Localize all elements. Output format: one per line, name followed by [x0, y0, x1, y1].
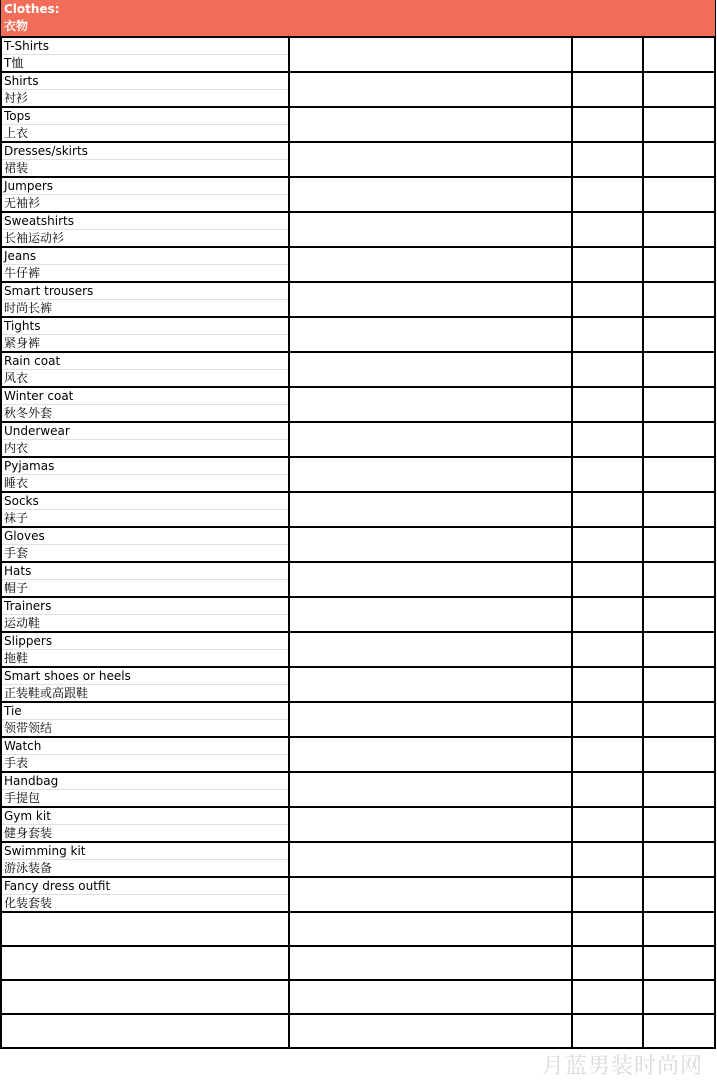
- check-cell[interactable]: [643, 807, 715, 842]
- check-cell[interactable]: [643, 702, 715, 737]
- checklist-table: [0, 36, 716, 1049]
- table-row: [1, 562, 715, 597]
- notes-cell[interactable]: [289, 632, 573, 667]
- quantity-cell[interactable]: [572, 772, 642, 807]
- quantity-cell[interactable]: [572, 422, 642, 457]
- notes-cell[interactable]: [289, 980, 573, 1014]
- item-label-zh: 风衣: [4, 371, 29, 385]
- item-label-en: Tops: [2, 108, 288, 125]
- item-label-cell: [1, 422, 289, 457]
- item-label-zh: 领带领结: [4, 721, 53, 735]
- check-cell[interactable]: [643, 527, 715, 562]
- item-label-cell: [1, 317, 289, 352]
- item-label-en: Jeans: [2, 248, 288, 265]
- quantity-cell[interactable]: [572, 177, 642, 212]
- notes-cell[interactable]: [289, 457, 573, 492]
- table-row: [1, 282, 715, 317]
- item-label-zh: 帽子: [4, 581, 29, 595]
- quantity-cell[interactable]: [572, 352, 642, 387]
- check-cell[interactable]: [643, 352, 715, 387]
- quantity-cell[interactable]: [572, 387, 642, 422]
- check-cell[interactable]: [643, 912, 715, 946]
- quantity-cell[interactable]: [572, 632, 642, 667]
- item-label-cell[interactable]: [1, 912, 289, 946]
- item-label-zh: 手提包: [4, 791, 41, 805]
- item-label-en: Sweatshirts: [2, 213, 288, 230]
- item-label-zh: 袜子: [4, 511, 29, 525]
- quantity-cell[interactable]: [572, 912, 642, 946]
- item-label-en: Trainers: [2, 598, 288, 615]
- item-label-en: Pyjamas: [2, 458, 288, 475]
- item-label-zh: 游泳装备: [4, 861, 53, 875]
- notes-cell[interactable]: [289, 946, 573, 980]
- table-row: [1, 632, 715, 667]
- check-cell[interactable]: [643, 597, 715, 632]
- watermark: 月蓝男装时尚网: [541, 1054, 703, 1079]
- item-label-cell[interactable]: [1, 946, 289, 980]
- quantity-cell[interactable]: [572, 37, 642, 72]
- quantity-cell[interactable]: [572, 72, 642, 107]
- notes-cell[interactable]: [289, 737, 573, 772]
- notes-cell[interactable]: [289, 492, 573, 527]
- item-label-cell: [1, 527, 289, 562]
- quantity-cell[interactable]: [572, 107, 642, 142]
- header-title-zh: 衣物: [4, 19, 29, 33]
- table-row: [1, 142, 715, 177]
- header-title-en: Clothes:: [4, 2, 60, 16]
- notes-cell[interactable]: [289, 37, 573, 72]
- item-label-en: Rain coat: [2, 353, 288, 370]
- section-header: [0, 0, 716, 36]
- table-row: [1, 72, 715, 107]
- table-row: [1, 212, 715, 247]
- item-label-cell: [1, 37, 289, 72]
- notes-cell[interactable]: [289, 667, 573, 702]
- table-row: [1, 177, 715, 212]
- table-row: [1, 527, 715, 562]
- notes-cell[interactable]: [289, 247, 573, 282]
- check-cell[interactable]: [643, 667, 715, 702]
- quantity-cell[interactable]: [572, 212, 642, 247]
- check-cell[interactable]: [643, 772, 715, 807]
- item-label-en: Slippers: [2, 633, 288, 650]
- notes-cell[interactable]: [289, 772, 573, 807]
- item-label-zh: 上衣: [4, 126, 29, 140]
- check-cell[interactable]: [643, 842, 715, 877]
- table-row: [1, 317, 715, 352]
- item-label-en: T-Shirts: [2, 38, 288, 55]
- table-row: [1, 387, 715, 422]
- item-label-en: Gym kit: [2, 808, 288, 825]
- quantity-cell[interactable]: [572, 842, 642, 877]
- item-label-cell: [1, 702, 289, 737]
- item-label-en: Watch: [2, 738, 288, 755]
- table-row: [1, 807, 715, 842]
- check-cell[interactable]: [643, 247, 715, 282]
- quantity-cell[interactable]: [572, 1014, 642, 1048]
- notes-cell[interactable]: [289, 702, 573, 737]
- table-row: [1, 107, 715, 142]
- item-label-cell: [1, 72, 289, 107]
- quantity-cell[interactable]: [572, 980, 642, 1014]
- item-label-en: Dresses/skirts: [2, 143, 288, 160]
- check-cell[interactable]: [643, 177, 715, 212]
- quantity-cell[interactable]: [572, 597, 642, 632]
- item-label-cell: [1, 772, 289, 807]
- notes-cell[interactable]: [289, 282, 573, 317]
- item-label-zh: 化装套装: [4, 896, 53, 910]
- check-cell[interactable]: [643, 387, 715, 422]
- item-label-cell: [1, 142, 289, 177]
- item-label-cell: [1, 387, 289, 422]
- check-cell[interactable]: [643, 492, 715, 527]
- item-label-zh: T恤: [4, 56, 24, 70]
- item-label-cell: [1, 492, 289, 527]
- notes-cell[interactable]: [289, 877, 573, 912]
- item-label-zh: 手表: [4, 756, 29, 770]
- table-row: [1, 37, 715, 72]
- item-label-zh: 拖鞋: [4, 651, 29, 665]
- notes-cell[interactable]: [289, 527, 573, 562]
- item-label-en: Smart shoes or heels: [2, 668, 288, 685]
- quantity-cell[interactable]: [572, 702, 642, 737]
- item-label-zh: 紧身裤: [4, 336, 41, 350]
- check-cell[interactable]: [643, 1014, 715, 1048]
- check-cell[interactable]: [643, 562, 715, 597]
- quantity-cell[interactable]: [572, 807, 642, 842]
- check-cell[interactable]: [643, 282, 715, 317]
- quantity-cell[interactable]: [572, 562, 642, 597]
- notes-cell[interactable]: [289, 107, 573, 142]
- item-label-cell: [1, 737, 289, 772]
- item-label-en: Underwear: [2, 423, 288, 440]
- quantity-cell[interactable]: [572, 737, 642, 772]
- table-row-empty: [1, 1014, 715, 1048]
- item-label-cell: [1, 667, 289, 702]
- table-row: [1, 772, 715, 807]
- notes-cell[interactable]: [289, 422, 573, 457]
- item-label-en: Socks: [2, 493, 288, 510]
- notes-cell[interactable]: [289, 72, 573, 107]
- quantity-cell[interactable]: [572, 142, 642, 177]
- item-label-zh: 手套: [4, 546, 29, 560]
- item-label-en: Tie: [2, 703, 288, 720]
- check-cell[interactable]: [643, 457, 715, 492]
- notes-cell[interactable]: [289, 912, 573, 946]
- item-label-en: Hats: [2, 563, 288, 580]
- notes-cell[interactable]: [289, 387, 573, 422]
- quantity-cell[interactable]: [572, 667, 642, 702]
- item-label-zh: 牛仔裤: [4, 266, 41, 280]
- check-cell[interactable]: [643, 142, 715, 177]
- item-label-en: Swimming kit: [2, 843, 288, 860]
- item-label-cell[interactable]: [1, 980, 289, 1014]
- item-label-zh: 长袖运动衫: [4, 231, 65, 245]
- item-label-cell: [1, 282, 289, 317]
- item-label-en: Tights: [2, 318, 288, 335]
- item-label-en: Jumpers: [2, 178, 288, 195]
- item-label-cell: [1, 177, 289, 212]
- item-label-zh: 无袖衫: [4, 196, 41, 210]
- item-label-zh: 健身套装: [4, 826, 53, 840]
- item-label-zh: 秋冬外套: [4, 406, 53, 420]
- item-label-cell: [1, 842, 289, 877]
- item-label-en: Handbag: [2, 773, 288, 790]
- item-label-cell: [1, 597, 289, 632]
- item-label-cell: [1, 807, 289, 842]
- item-label-cell: [1, 212, 289, 247]
- table-row: [1, 457, 715, 492]
- quantity-cell[interactable]: [572, 527, 642, 562]
- quantity-cell[interactable]: [572, 282, 642, 317]
- quantity-cell[interactable]: [572, 492, 642, 527]
- quantity-cell[interactable]: [572, 457, 642, 492]
- item-label-en: Fancy dress outfit: [2, 878, 288, 895]
- quantity-cell[interactable]: [572, 247, 642, 282]
- item-label-zh: 内衣: [4, 441, 29, 455]
- item-label-zh: 衬衫: [4, 91, 29, 105]
- notes-cell[interactable]: [289, 807, 573, 842]
- item-label-en: Smart trousers: [2, 283, 288, 300]
- quantity-cell[interactable]: [572, 877, 642, 912]
- item-label-en: Gloves: [2, 528, 288, 545]
- table-row: [1, 492, 715, 527]
- table-row: [1, 422, 715, 457]
- check-cell[interactable]: [643, 72, 715, 107]
- item-label-cell[interactable]: [1, 1014, 289, 1048]
- item-label-zh: 时尚长裤: [4, 301, 53, 315]
- table-row: [1, 702, 715, 737]
- table-row: [1, 247, 715, 282]
- item-label-cell: [1, 877, 289, 912]
- table-row: [1, 667, 715, 702]
- quantity-cell[interactable]: [572, 946, 642, 980]
- item-label-cell: [1, 107, 289, 142]
- item-label-en: Winter coat: [2, 388, 288, 405]
- item-label-cell: [1, 247, 289, 282]
- check-cell[interactable]: [643, 107, 715, 142]
- item-label-zh: 运动鞋: [4, 616, 41, 630]
- check-cell[interactable]: [643, 37, 715, 72]
- item-label-en: Shirts: [2, 73, 288, 90]
- item-label-cell: [1, 562, 289, 597]
- check-cell[interactable]: [643, 632, 715, 667]
- notes-cell[interactable]: [289, 177, 573, 212]
- item-label-cell: [1, 352, 289, 387]
- table-row: [1, 597, 715, 632]
- table-row: [1, 877, 715, 912]
- table-row: [1, 352, 715, 387]
- item-label-zh: 裙装: [4, 161, 29, 175]
- check-cell[interactable]: [643, 212, 715, 247]
- table-row-empty: [1, 980, 715, 1014]
- notes-cell[interactable]: [289, 842, 573, 877]
- item-label-cell: [1, 457, 289, 492]
- item-label-zh: 睡衣: [4, 476, 29, 490]
- notes-cell[interactable]: [289, 1014, 573, 1048]
- notes-cell[interactable]: [289, 562, 573, 597]
- check-cell[interactable]: [643, 980, 715, 1014]
- table-row-empty: [1, 946, 715, 980]
- check-cell[interactable]: [643, 422, 715, 457]
- table-row: [1, 842, 715, 877]
- notes-cell[interactable]: [289, 317, 573, 352]
- check-cell[interactable]: [643, 317, 715, 352]
- notes-cell[interactable]: [289, 597, 573, 632]
- table-row: [1, 737, 715, 772]
- quantity-cell[interactable]: [572, 317, 642, 352]
- item-label-zh: 正装鞋或高跟鞋: [4, 686, 89, 700]
- check-cell[interactable]: [643, 737, 715, 772]
- table-row-empty: [1, 912, 715, 946]
- item-label-cell: [1, 632, 289, 667]
- notes-cell[interactable]: [289, 142, 573, 177]
- notes-cell[interactable]: [289, 352, 573, 387]
- notes-cell[interactable]: [289, 212, 573, 247]
- check-cell[interactable]: [643, 946, 715, 980]
- check-cell[interactable]: [643, 877, 715, 912]
